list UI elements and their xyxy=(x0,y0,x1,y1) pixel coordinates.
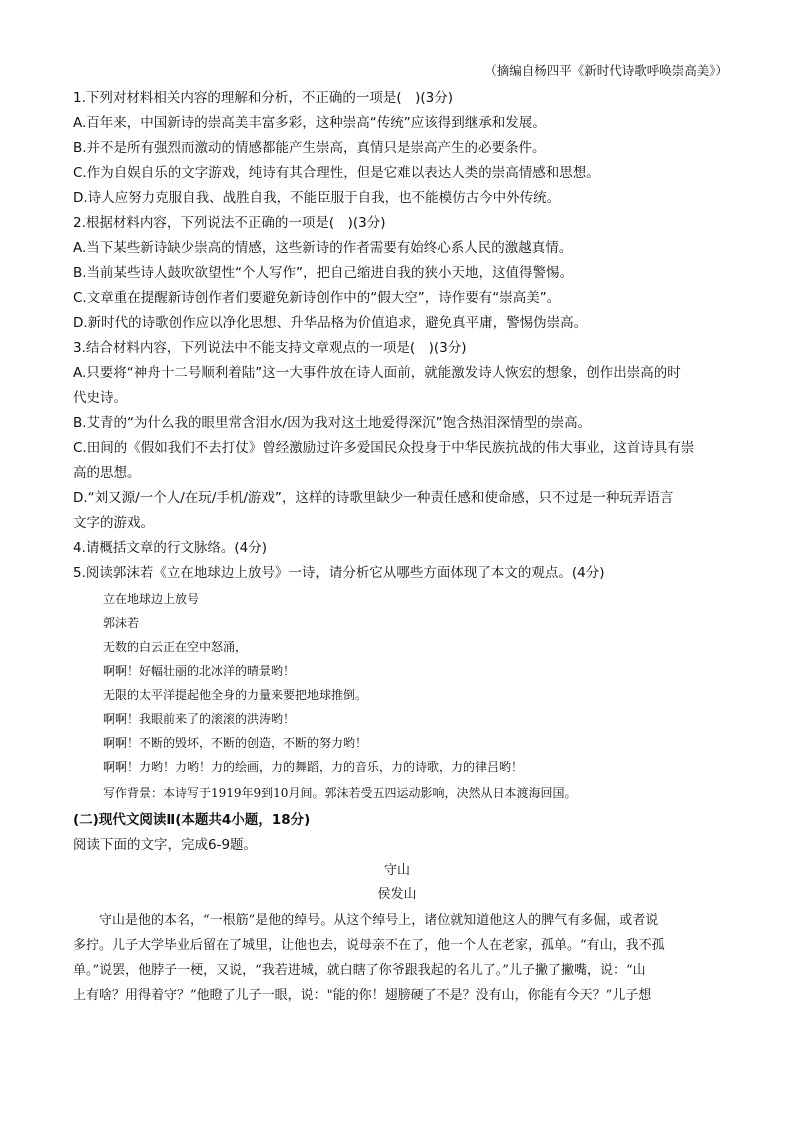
question-3-stem: 3.结合材料内容，下列说法中不能支持文章观点的一项是( )(3分) xyxy=(73,340,467,356)
poem-title: 立在地球边上放号 xyxy=(103,592,200,606)
section-instruction: 阅读下面的文字，完成6-9题。 xyxy=(73,837,258,853)
question-2-option-d: D.新时代的诗歌创作应以净化思想、升华品格为价值追求，避免真平庸，警惕伪崇高。 xyxy=(73,315,588,331)
question-4-stem: 4.请概括文章的行文脉络。(4分) xyxy=(73,540,268,556)
poem-background: 写作背景：本诗写于1919年9到10月间。郭沫若受五四运动影响，决然从日本渡海回国。 xyxy=(103,786,577,800)
section-heading: (二)现代文阅读Ⅱ(本题共4小题，18分) xyxy=(73,812,311,828)
question-3-option-d-cont: 文字的游戏。 xyxy=(73,515,154,531)
story-paragraph-line: 多拧。儿子大学毕业后留在了城里，让他也去，说母亲不在了，他一个人在老家，孤单。“有山，我不孤 xyxy=(73,938,665,953)
question-1-option-d: D.诗人应努力克服自我、战胜自我，不能臣服于自我，也不能模仿古今中外传统。 xyxy=(73,190,561,206)
question-3-option-c-cont: 高的思想。 xyxy=(73,465,141,481)
question-2-option-a: A.当下某些新诗缺少崇高的情感，这些新诗的作者需要有始终心系人民的激越真情。 xyxy=(73,240,573,256)
question-2-stem: 2.根据材料内容，下列说法不正确的一项是( )(3分) xyxy=(73,215,386,231)
question-2-option-c: C.文章重在提醒新诗创作者们要避免新诗创作中的“假大空”，诗作要有“崇高美”。 xyxy=(73,290,561,306)
poem-line: 啊啊！我眼前来了的滚滚的洪涛哟！ xyxy=(103,712,296,726)
question-1-option-b: B.并不是所有强烈而激动的情感都能产生崇高，真情只是崇高产生的必要条件。 xyxy=(73,140,546,156)
question-1-option-c: C.作为自娱自乐的文字游戏，纯诗有其合理性，但是它难以表达人类的崇高情感和思想。 xyxy=(73,165,600,181)
question-3-option-d: D.“刘又源/一个人/在玩/手机/游戏”，这样的诗歌里缺少一种责任感和使命感，只不过是一种玩弄语言 xyxy=(73,490,674,506)
question-3-option-b: B.艾青的“为什么我的眼里常含泪水/因为我对这土地爱得深沉”饱含热泪深情型的崇高。 xyxy=(73,415,592,431)
story-author: 侯发山 xyxy=(377,887,417,902)
question-3-option-a-cont: 代史诗。 xyxy=(73,390,127,406)
question-3-option-a: A.只要将“神舟十二号顺利着陆”这一大事件放在诗人面前，就能激发诗人恢宏的想象，创作出崇高的时 xyxy=(73,365,681,381)
question-1-option-a: A.百年来，中国新诗的崇高美丰富多彩，这种崇高“传统”应该得到继承和发展。 xyxy=(73,115,546,131)
poem-line: 啊啊！不断的毁坏，不断的创造，不断的努力哟！ xyxy=(103,736,368,750)
question-2-option-b: B.当前某些诗人鼓吹欲望性“个人写作”，把自己缩进自我的狭小天地，这值得警惕。 xyxy=(73,265,574,281)
story-title: 守山 xyxy=(383,863,410,878)
poem-line: 啊啊！好幅壮丽的北冰洋的晴景哟！ xyxy=(103,664,296,678)
poem-line: 啊啊！力哟！力哟！力的绘画，力的舞蹈，力的音乐，力的诗歌，力的律吕哟！ xyxy=(103,760,524,774)
poem-line: 无数的白云正在空中怒涌， xyxy=(103,640,248,654)
question-3-option-c: C.田间的《假如我们不去打仗》曾经激励过许多爱国民众投身于中华民族抗战的伟大事业，这首诗具有崇 xyxy=(73,440,695,456)
poem-author: 郭沫若 xyxy=(103,616,140,630)
story-paragraph-line: 守山是他的本名，“一根筋”是他的绰号。从这个绰号上，诸位就知道他这人的脾气有多倔，或者说 xyxy=(73,913,659,928)
source-note: （摘编自杨四平《新时代诗歌呼唤崇高美》） xyxy=(484,63,728,78)
question-1-stem: 1.下列对材料相关内容的理解和分析，不正确的一项是( )(3分) xyxy=(73,90,454,106)
question-5-stem: 5.阅读郭沫若《立在地球边上放号》一诗，请分析它从哪些方面体现了本文的观点。(4分) xyxy=(73,565,605,581)
story-paragraph-line: 单。”说罢，他脖子一梗，又说，“我若进城，就白瞎了你爷跟我起的名儿了。”儿子撇了撇嘴，说：“山 xyxy=(73,963,646,978)
story-paragraph-line: 上有啥？用得着守？”他瞪了儿子一眼，说："能的你！翅膀硬了不是？没有山，你能有今天？”儿子想 xyxy=(73,988,652,1003)
poem-line: 无限的太平洋提起他全身的力量来要把地球推倒。 xyxy=(103,688,368,702)
